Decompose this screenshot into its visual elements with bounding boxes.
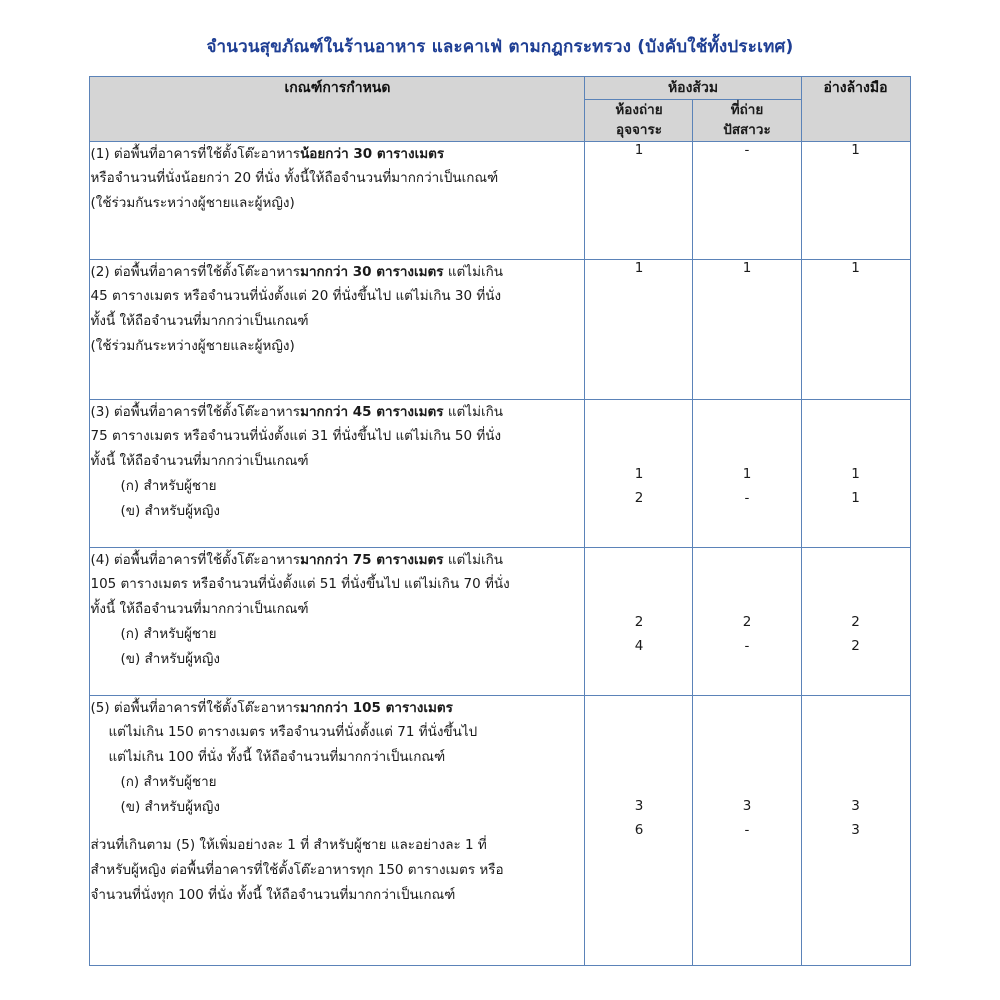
- criteria-cell-4: [90, 547, 585, 695]
- value-defecate-1: 1: [585, 141, 693, 259]
- spacer: [90, 820, 584, 833]
- note-line: ส่วนที่เกินตาม (5) ให้เพิ่มอย่างละ 1 ที่ สำหรับผู้ชาย และอย่างละ 1 ที่: [90, 837, 487, 854]
- header-toilet-defecate: [585, 100, 693, 142]
- criteria-line: 75 ตารางเมตร หรือจำนวนที่นั่งตั้งแต่ 31 ที่นั่งขึ้นไป แต่ไม่เกิน 50 ที่นั่ง: [90, 428, 502, 445]
- value-defecate-4-female: 4: [634, 638, 644, 655]
- value-defecate-4: [585, 547, 693, 695]
- table-row: [90, 141, 910, 259]
- value-defecate-2: 1: [585, 259, 693, 399]
- table-row: [90, 547, 910, 695]
- value-urinate-4: [693, 547, 801, 695]
- value-urinate-4-female: -: [744, 638, 750, 655]
- criteria-line: [90, 142, 584, 167]
- table-header-row-1: [90, 77, 910, 100]
- value-defecate-5-male: 3: [634, 797, 644, 814]
- value-urinate-3-female: -: [744, 490, 750, 507]
- value-washbasin-3: [801, 399, 910, 547]
- header-toilet-urinate: [693, 100, 801, 142]
- criteria-line: (ใช้ร่วมกันระหว่างผู้ชายและผู้หญิง): [90, 338, 295, 355]
- value-washbasin-4-female: 2: [851, 638, 860, 655]
- criteria-line-male: (ก) สำหรับผู้ชาย: [120, 478, 217, 495]
- value-urinate-4-male: 2: [742, 613, 752, 630]
- header-washbasin: อ่างล้างมือ: [801, 77, 910, 142]
- value-urinate-2: 1: [693, 259, 801, 399]
- value-defecate-5: [585, 695, 693, 965]
- value-washbasin-1: 1: [801, 141, 910, 259]
- note-line: จำนวนที่นั่งทุก 100 ที่นั่ง ทั้งนี้ ให้ถือจำนวนที่มากกว่าเป็นเกณฑ์: [90, 887, 456, 904]
- criteria-line-male: (ก) สำหรับผู้ชาย: [120, 774, 217, 791]
- criteria-line-female: (ข) สำหรับผู้หญิง: [120, 799, 220, 816]
- header-toilet-group: ห้องส้วม: [585, 77, 801, 100]
- criteria-line: แต่ไม่เกิน 150 ตารางเมตร หรือจำนวนที่นั่งตั้งแต่ 71 ที่นั่งขึ้นไป: [108, 724, 478, 741]
- criteria-text-post: แต่ไม่เกิน: [443, 263, 504, 280]
- criteria-line: ทั้งนี้ ให้ถือจำนวนที่มากกว่าเป็นเกณฑ์: [90, 601, 309, 618]
- criteria-text-bold: มากกว่า 30 ตารางเมตร: [300, 263, 444, 280]
- value-washbasin-5: [801, 695, 910, 965]
- criteria-text-bold: น้อยกว่า 30 ตารางเมตร: [300, 145, 445, 162]
- value-urinate-3: [693, 399, 801, 547]
- criteria-text: (4) ต่อพื้นที่อาคารที่ใช้ตั้งโต๊ะอาหาร: [90, 551, 301, 568]
- value-defecate-3: [585, 399, 693, 547]
- criteria-line: [90, 696, 584, 721]
- value-defecate-3-male: 1: [634, 465, 644, 482]
- criteria-line-male: (ก) สำหรับผู้ชาย: [120, 626, 217, 643]
- value-washbasin-4-male: 2: [851, 613, 860, 630]
- criteria-line: 45 ตารางเมตร หรือจำนวนที่นั่งตั้งแต่ 20 ที่นั่งขึ้นไป แต่ไม่เกิน 30 ที่นั่ง: [90, 288, 502, 305]
- value-defecate-3-female: 2: [634, 490, 644, 507]
- criteria-text-post: แต่ไม่เกิน: [443, 551, 504, 568]
- value-washbasin-2: 1: [801, 259, 910, 399]
- criteria-line: [90, 260, 584, 285]
- criteria-line: แต่ไม่เกิน 100 ที่นั่ง ทั้งนี้ ให้ถือจำนวนที่มากกว่าเป็นเกณฑ์: [108, 749, 446, 766]
- note-line: สำหรับผู้หญิง ต่อพื้นที่อาคารที่ใช้ตั้งโต๊ะอาหารทุก 150 ตารางเมตร หรือ: [90, 862, 504, 879]
- value-urinate-1: -: [693, 141, 801, 259]
- criteria-line: ทั้งนี้ ให้ถือจำนวนที่มากกว่าเป็นเกณฑ์: [90, 313, 309, 330]
- criteria-text: (1) ต่อพื้นที่อาคารที่ใช้ตั้งโต๊ะอาหาร: [90, 145, 301, 162]
- sanitary-fixtures-table: [89, 76, 910, 966]
- table-row: [90, 399, 910, 547]
- criteria-line: 105 ตารางเมตร หรือจำนวนที่นั่งตั้งแต่ 51 ที่นั่งขึ้นไป แต่ไม่เกิน 70 ที่นั่ง: [90, 576, 510, 593]
- value-defecate-4-male: 2: [634, 613, 644, 630]
- table-row: [90, 259, 910, 399]
- criteria-text-bold: มากกว่า 105 ตารางเมตร: [300, 699, 453, 716]
- criteria-cell-3: [90, 399, 585, 547]
- criteria-text-post: แต่ไม่เกิน: [443, 403, 504, 420]
- header-toilet-urinate-line2: ปัสสาวะ: [723, 122, 771, 139]
- criteria-line: หรือจำนวนที่นั่งน้อยกว่า 20 ที่นั่ง ทั้งนี้ให้ถือจำนวนที่มากกว่าเป็นเกณฑ์: [90, 170, 499, 187]
- page-title: จำนวนสุขภัณฑ์ในร้านอาหาร และคาเฟ่ ตามกฎกระทรวง (บังคับใช้ทั้งประเทศ): [206, 37, 794, 57]
- header-toilet-defecate-line2: อุจจาระ: [615, 122, 662, 139]
- header-toilet-defecate-line1: ห้องถ่าย: [615, 102, 663, 118]
- criteria-cell-5: [90, 695, 585, 965]
- value-washbasin-3-male: 1: [851, 465, 860, 482]
- value-defecate-5-female: 6: [634, 822, 644, 839]
- criteria-cell-1: [90, 141, 585, 259]
- criteria-line: (ใช้ร่วมกันระหว่างผู้ชายและผู้หญิง): [90, 195, 295, 212]
- value-urinate-5-male: 3: [742, 797, 752, 814]
- value-urinate-5-female: -: [744, 822, 750, 839]
- criteria-line-female: (ข) สำหรับผู้หญิง: [120, 651, 220, 668]
- criteria-text-bold: มากกว่า 75 ตารางเมตร: [300, 551, 444, 568]
- criteria-cell-2: [90, 259, 585, 399]
- header-criteria: เกณฑ์การกำหนด: [90, 77, 585, 142]
- value-washbasin-4: [801, 547, 910, 695]
- value-urinate-3-male: 1: [742, 465, 752, 482]
- value-washbasin-5-male: 3: [851, 797, 860, 814]
- criteria-line: [90, 400, 584, 425]
- value-urinate-5: [693, 695, 801, 965]
- criteria-line: ทั้งนี้ ให้ถือจำนวนที่มากกว่าเป็นเกณฑ์: [90, 453, 309, 470]
- value-washbasin-5-female: 3: [851, 822, 860, 839]
- criteria-text: (3) ต่อพื้นที่อาคารที่ใช้ตั้งโต๊ะอาหาร: [90, 403, 301, 420]
- criteria-text: (5) ต่อพื้นที่อาคารที่ใช้ตั้งโต๊ะอาหาร: [90, 699, 301, 716]
- table-row: [90, 695, 910, 965]
- table-body: [90, 141, 910, 965]
- value-washbasin-3-female: 1: [851, 490, 860, 507]
- criteria-text: (2) ต่อพื้นที่อาคารที่ใช้ตั้งโต๊ะอาหาร: [90, 263, 301, 280]
- criteria-text-bold: มากกว่า 45 ตารางเมตร: [300, 403, 444, 420]
- criteria-line: [90, 548, 584, 573]
- criteria-line-female: (ข) สำหรับผู้หญิง: [120, 503, 220, 520]
- header-toilet-urinate-line1: ที่ถ่าย: [730, 102, 764, 118]
- table-header: [90, 77, 910, 142]
